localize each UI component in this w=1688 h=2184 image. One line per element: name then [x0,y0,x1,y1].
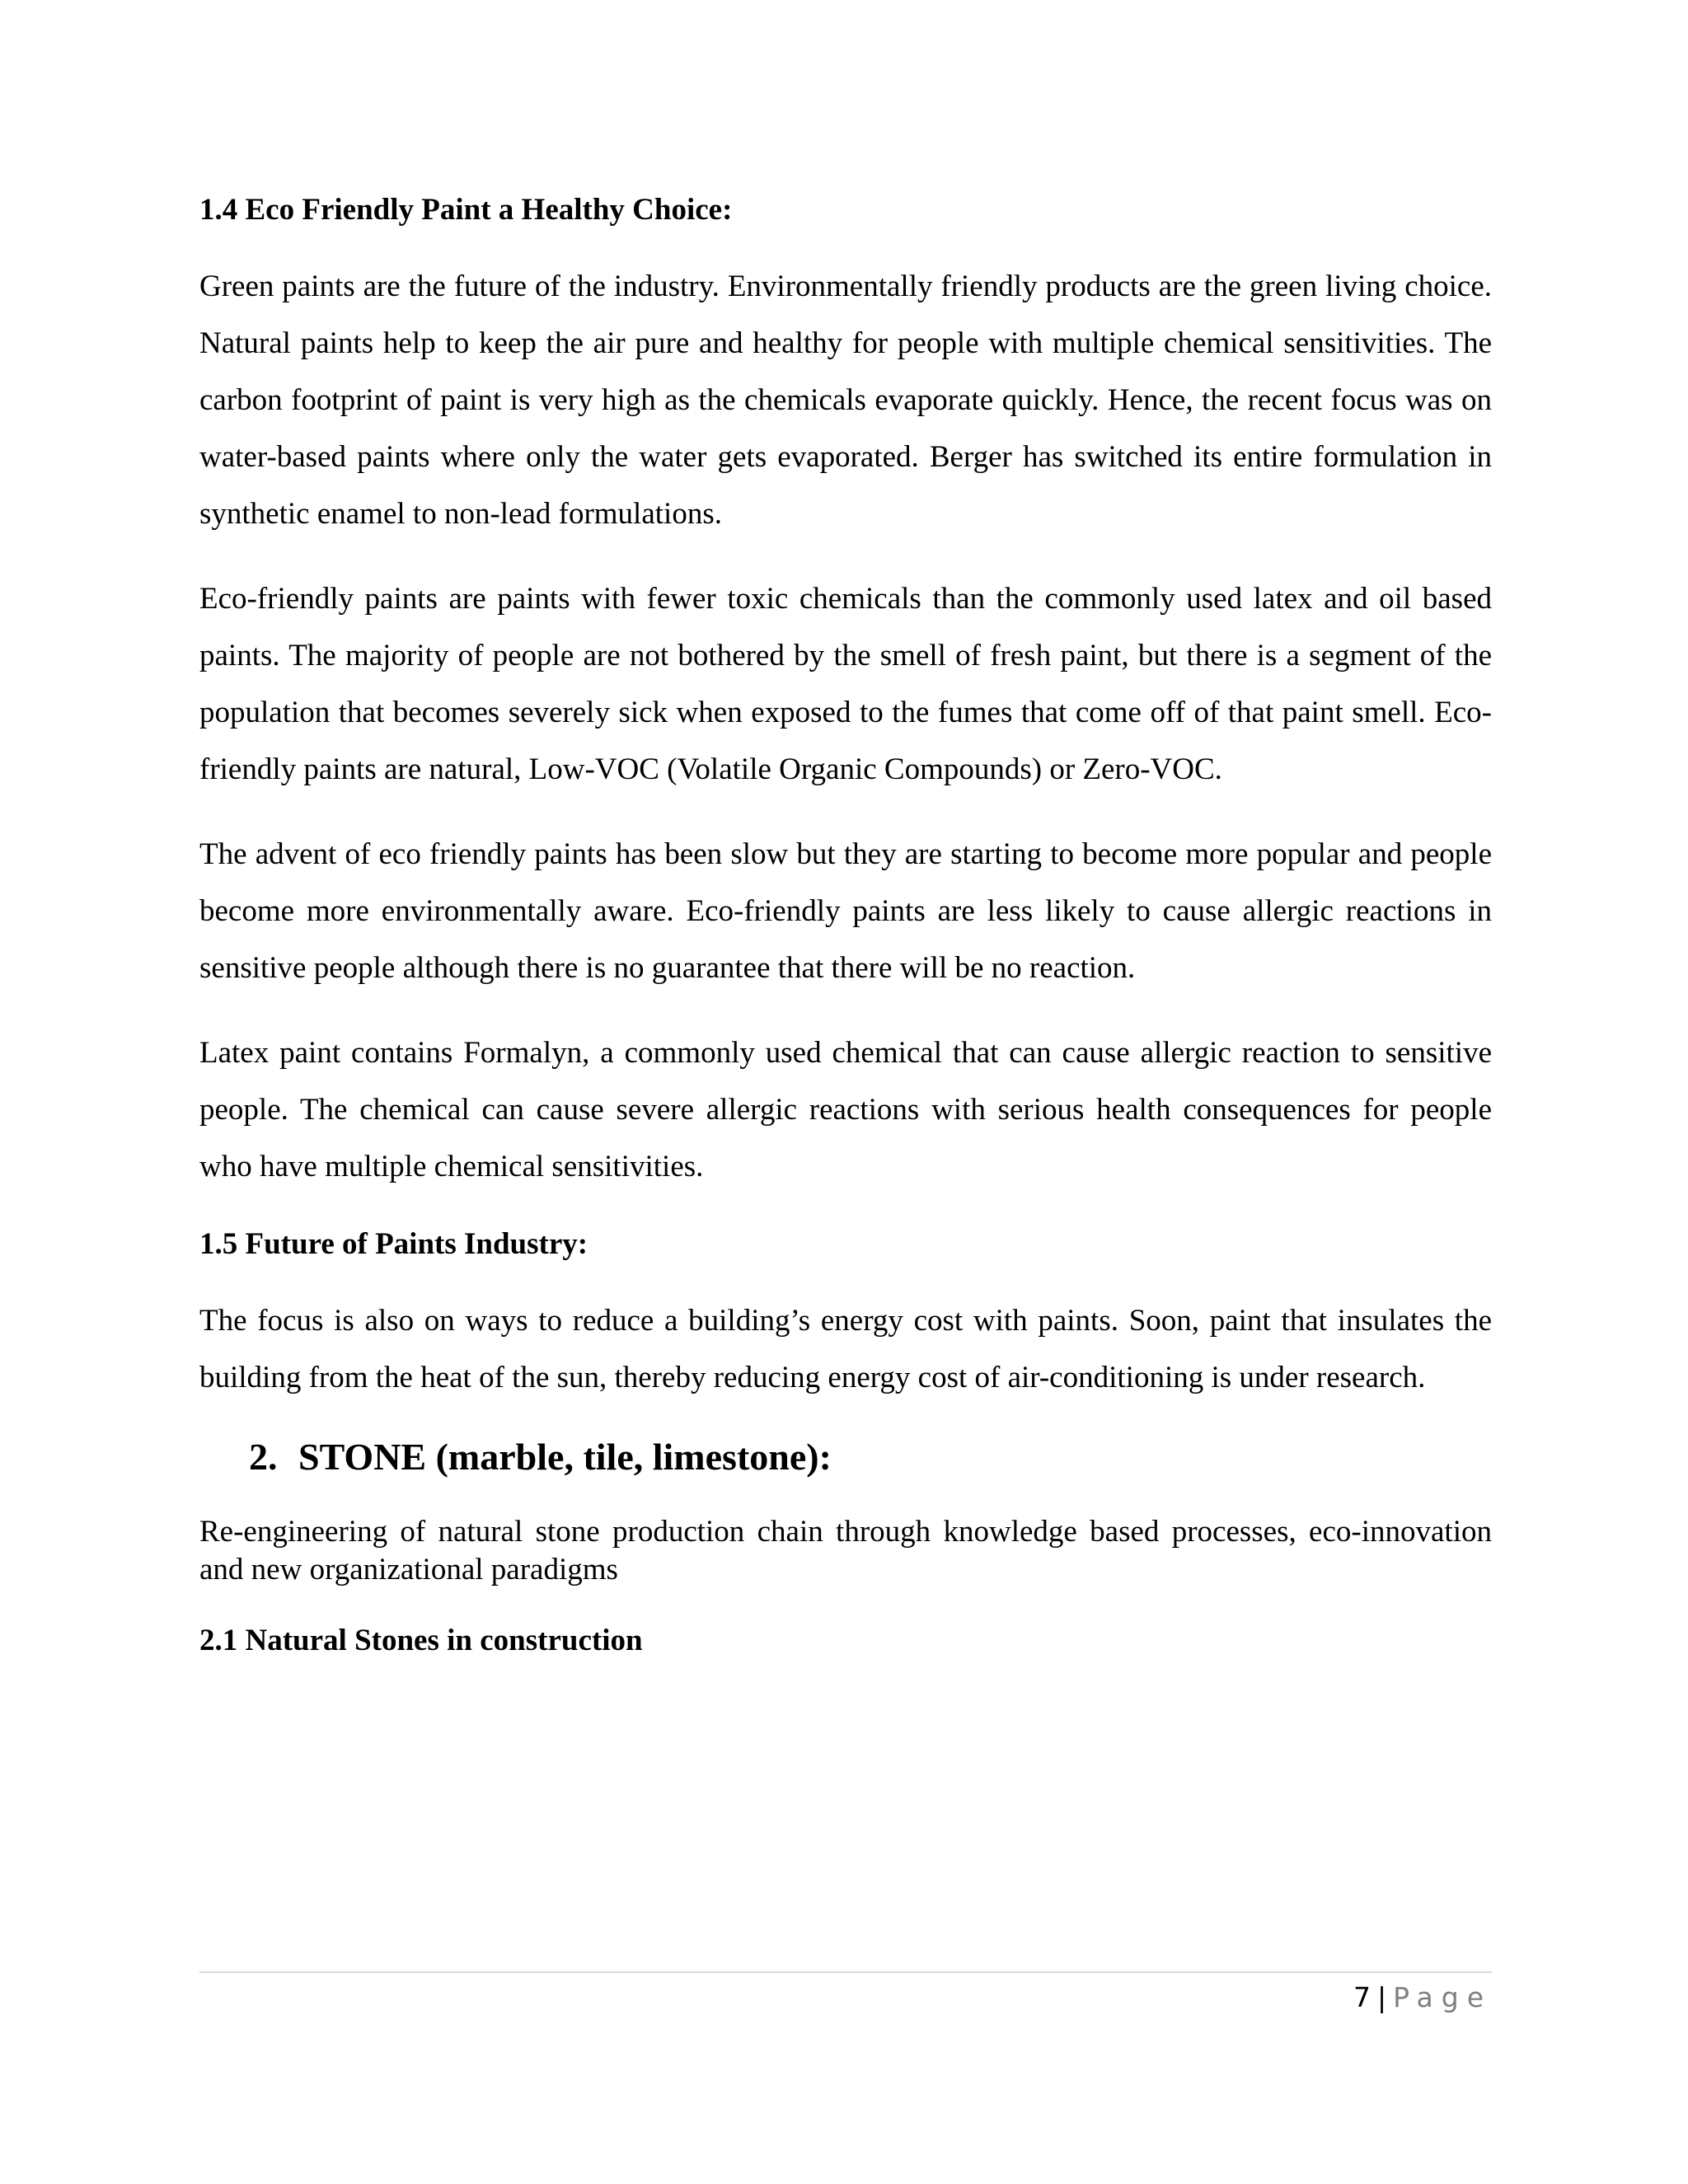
page-content [199,191,1492,1660]
section-1-5-paragraph-1: The focus is also on ways to reduce a building’s energy cost with paints. Soon, paint that insulates the building from the heat of the sun, thereby reducing energy cost of air-conditioning is under research. [199,1304,1492,1394]
section-2-number: 2. [249,1436,278,1478]
section-1-4-paragraph-1: Green paints are the future of the industry. Environmentally friendly products are the green living choice. Natural paints help to keep the air pure and healthy for people with multiple chemical sensitivities. The carbon footprint of paint is very high as the chemicals evaporate quickly. Hence, the recent focus was on water-based paints where only the water gets evaporated. Berger has switched its entire formulation in synthetic enamel to non-lead formulations. [199,269,1492,531]
page-number: 7 [1353,1981,1371,2013]
footer-divider [199,1971,1492,1973]
section-1-4-paragraph-2: Eco-friendly paints are paints with fewer toxic chemicals than the commonly used latex and oil based paints. The majority of people are not bothered by the smell of fresh paint, but there is a segment of the population that becomes severely sick when exposed to the fumes that come off of that paint smell. Eco-friendly paints are natural, Low-VOC (Volatile Organic Compounds) or Zero-VOC. [199,582,1492,786]
section-2-1-heading: 2.1 Natural Stones in construction [199,1624,643,1657]
section-2-heading [199,1434,1492,1480]
section-1-5-heading: 1.5 Future of Paints Industry: [199,1227,588,1261]
footer-separator: | [1376,1981,1387,2013]
section-2-title: STONE (marble, tile, limestone): [298,1436,832,1478]
section-2-paragraph: Re-engineering of natural stone production chain through knowledge based processes, eco-innovation and new organizational paradigms [199,1515,1492,1586]
page-footer [1353,1980,1492,2016]
section-1-4-paragraph-4: Latex paint contains Formalyn, a commonly used chemical that can cause allergic reaction to sensitive people. The chemical can cause severe allergic reactions with serious health consequences for people who have multiple chemical sensitivities. [199,1036,1492,1183]
section-1-4-heading: 1.4 Eco Friendly Paint a Healthy Choice: [199,193,733,227]
page-label: Page [1393,1981,1492,2013]
section-1-4-paragraph-3: The advent of eco friendly paints has been slow but they are starting to become more popular and people become more environmentally aware. Eco-friendly paints are less likely to cause allergic reactions in sensitive people although there is no guarantee that there will be no reaction. [199,837,1492,985]
